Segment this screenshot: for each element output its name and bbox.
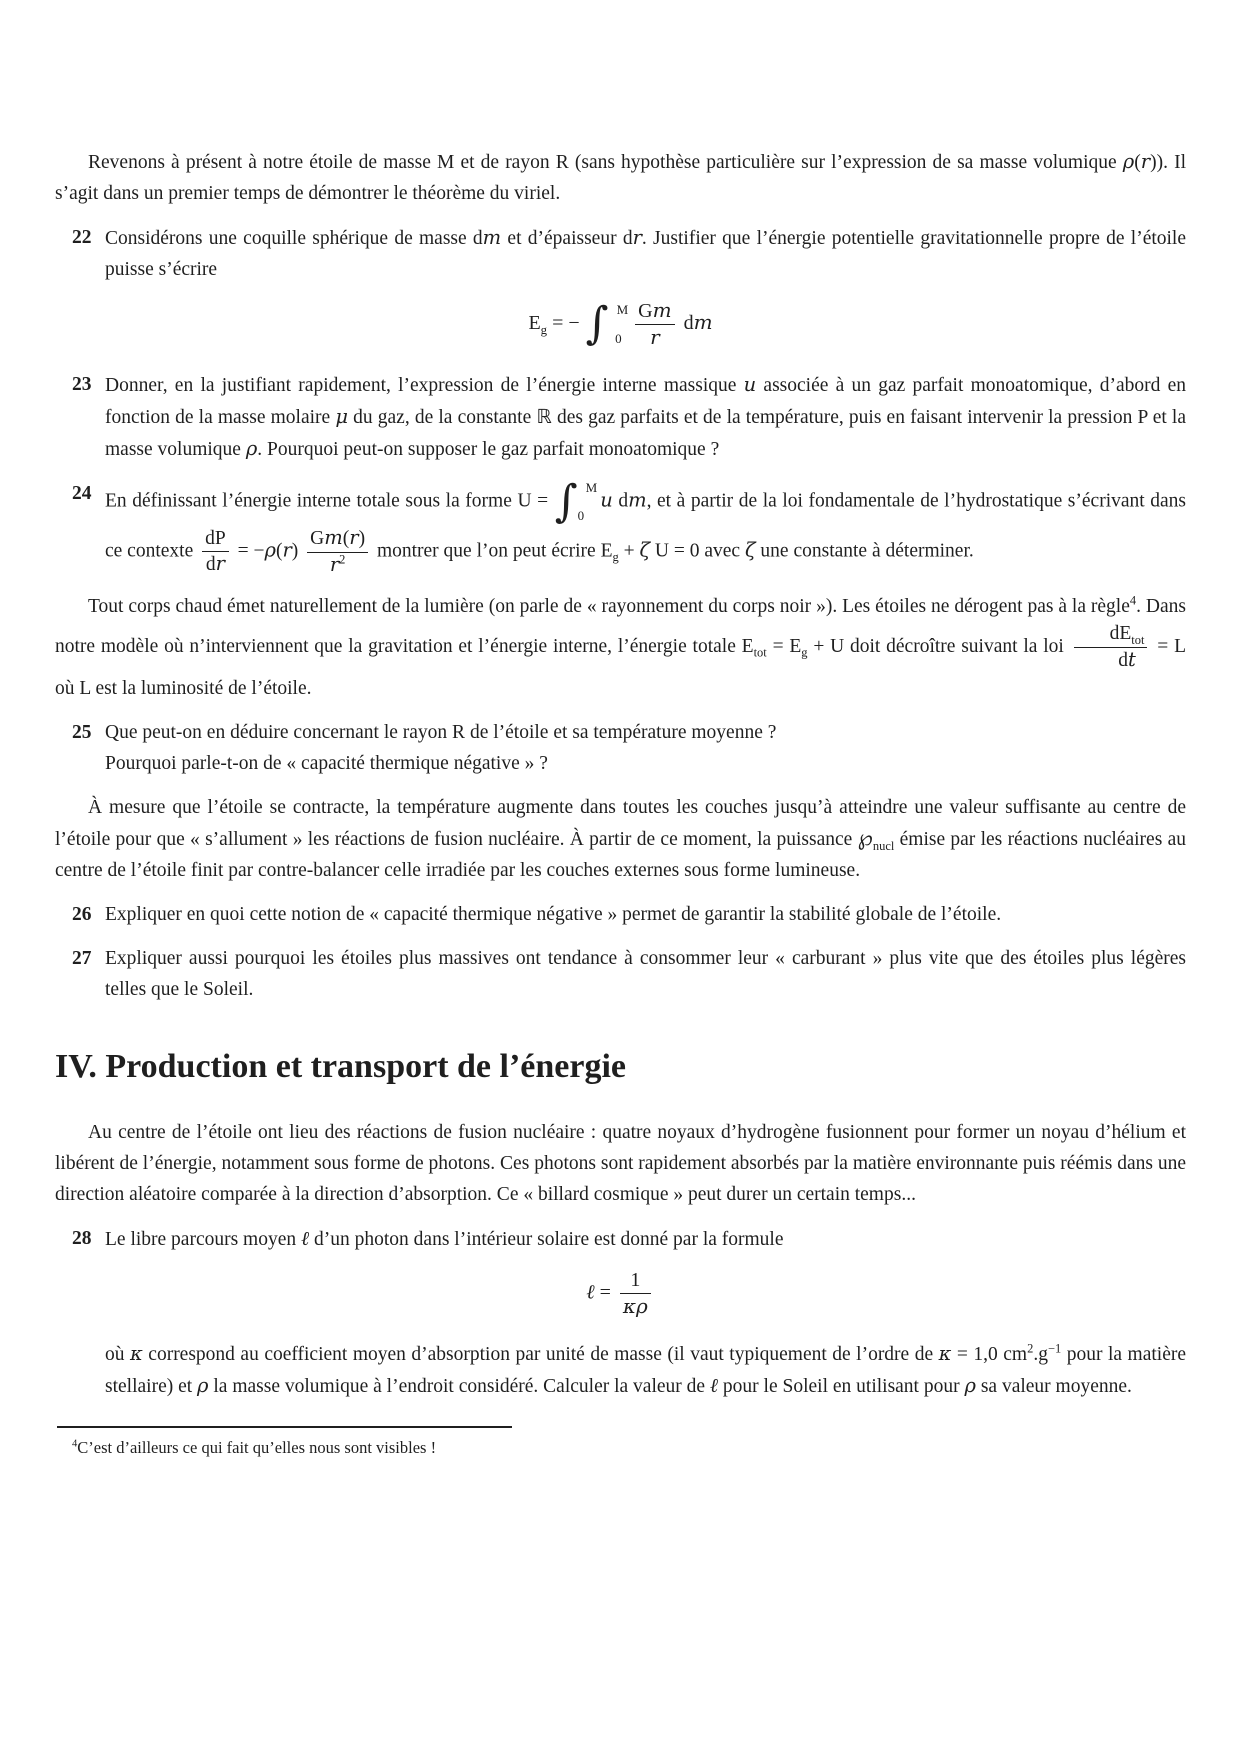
paragraph-fusion-reactions: Au centre de l’étoile ont lieu des réactions de fusion nucléaire : quatre noyaux d’hydrogène fusionnent pour former un noyau d’hélium et libérent de l’énergie, notamment sous forme de photons. Ces photons sont rapidement absorbés par la matière environnante puis réémis dans une direction aléatoire comparée à la direction d’absorption. Ce « billard cosmique » peut durer un certain temps... xyxy=(55,1121,1186,1205)
integral-sign: ∫ M 0 xyxy=(554,476,598,527)
question-24 xyxy=(72,478,1186,578)
item-number: 22 xyxy=(72,227,92,248)
item-body: En définissant l’énergie interne totale sous la forme U = ∫ M 0 u dm, et à partir de la loi fondamentale de l’hydrostatique s’écrivant dans ce contexte $\frac{dP}{dr}$ = −ρ(r) $\frac{Gm(r)}{r^2}$ montrer que l’on peut écrire $E_g + \zeta$ U = 0 avec ζ une constante à déterminer. xyxy=(105,478,1186,578)
section-heading: IV. Production et transport de l’énergie xyxy=(55,1047,627,1085)
item-number: 24 xyxy=(72,483,92,504)
integral-sign: ∫ M 0 xyxy=(585,298,629,350)
item-body: Donner, en la justifiant rapidement, l’expression de l’énergie interne massique u associée à un gaz parfait monoatomique, d’abord en fonction de la masse molaire μ du gaz, de la constante ℝ des gaz parfaits et de la température, puis en faisant intervenir la pression P et la masse volumique ρ. Pourquoi peut-on supposer le gaz parfait monoatomique ? xyxy=(105,373,1186,460)
formula-gravitational-energy: $E_g$ = − ∫ M 0 $\frac{Gm}{r}$ dm xyxy=(528,298,713,350)
item-number: 26 xyxy=(72,903,92,925)
intro-paragraph: Revenons à présent à notre étoile de masse M et de rayon R (sans hypothèse particulière sur l’expression de sa masse volumique ρ(r)). Il s’agit dans un premier temps de démontrer le théorème du viriel. xyxy=(55,150,1186,204)
inline-fraction: $\frac{dE_{tot}}{dt}$ xyxy=(1074,622,1148,673)
footnote-rule xyxy=(57,1426,512,1428)
inline-fraction: $\frac{Gm(r)}{r^2}$ xyxy=(307,526,368,578)
paragraph-kappa-definition: où κ correspond au coefficient moyen d’absorption par unité de masse (il vaut typiquement de l’ordre de κ = 1,0 $cm^2.g^{-1}$ pour la matière stellaire) et ρ la masse volumique à l’endroit considéré. Calculer la valeur de ℓ pour le Soleil en utilisant pour ρ sa valeur moyenne. xyxy=(105,1341,1186,1397)
item-number: 23 xyxy=(72,374,92,395)
item-body: Considérons une coquille sphérique de masse dm et d’épaisseur dr. Justifier que l’énergie potentielle gravitationnelle propre de l’étoile puisse s’écrire xyxy=(105,226,1187,280)
inline-fraction: $\frac{1}{\kappa\rho}$ xyxy=(620,1268,651,1320)
question-23 xyxy=(72,369,1186,465)
item-body: Expliquer aussi pourquoi les étoiles plus massives ont tendance à consommer leur « carburant » plus vite que des étoiles plus légères telles que le Soleil. xyxy=(105,947,1186,1000)
inline-fraction: $\frac{Gm}{r}$ xyxy=(635,298,674,351)
formula-mean-free-path: ℓ = $\frac{1}{\kappa\rho}$ xyxy=(55,1268,1186,1320)
item-number: 25 xyxy=(72,721,92,743)
document-content xyxy=(55,146,1186,1459)
item-body: Que peut-on en déduire concernant le rayon R de l’étoile et sa température moyenne ? Pourquoi parle-t-on de « capacité thermique négative » ? xyxy=(105,721,777,774)
question-28 xyxy=(72,1223,1186,1255)
item-number: 27 xyxy=(72,947,92,969)
question-25 xyxy=(72,717,1186,779)
inline-fraction: $\frac{dP}{dr}$ xyxy=(202,527,229,578)
question-22 xyxy=(72,222,1186,285)
item-number: 28 xyxy=(72,1227,92,1249)
item-body: Le libre parcours moyen ℓ d’un photon dans l’intérieur solaire est donné par la formule xyxy=(105,1226,784,1250)
question-27 xyxy=(72,943,1186,1005)
question-26 xyxy=(72,899,1186,930)
paragraph-blackbody-radiation: Tout corps chaud émet naturellement de la lumière (on parle de « rayonnement du corps noir »). Les étoiles ne dérogent pas à la règle$^4$. Dans notre modèle où n’interviennent que la gravitation et l’énergie interne, l’énergie totale $E_{tot} = E_g + U$ doit décroître suivant la loi $\frac{dE_{tot}}{dt}$ = L où L est la luminosité de l’étoile. xyxy=(55,593,1186,699)
item-body: Expliquer en quoi cette notion de « capacité thermique négative » permet de garantir la stabilité globale de l’étoile. xyxy=(105,903,1002,925)
paragraph-star-contraction: À mesure que l’étoile se contracte, la température augmente dans toutes les couches jusqu’à atteindre une valeur suffisante au centre de l’étoile pour que « s’allument » les réactions de fusion nucléaire. À partir de ce moment, la puissance $℘_{nucl}$ émise par les réactions nucléaires au centre de l’étoile finit par contre-balancer celle irradiée par les couches externes sous forme lumineuse. xyxy=(55,796,1186,881)
footnote-4: $^4$C’est d’ailleurs ce qui fait qu’elles nous sont visibles ! xyxy=(72,1437,437,1457)
